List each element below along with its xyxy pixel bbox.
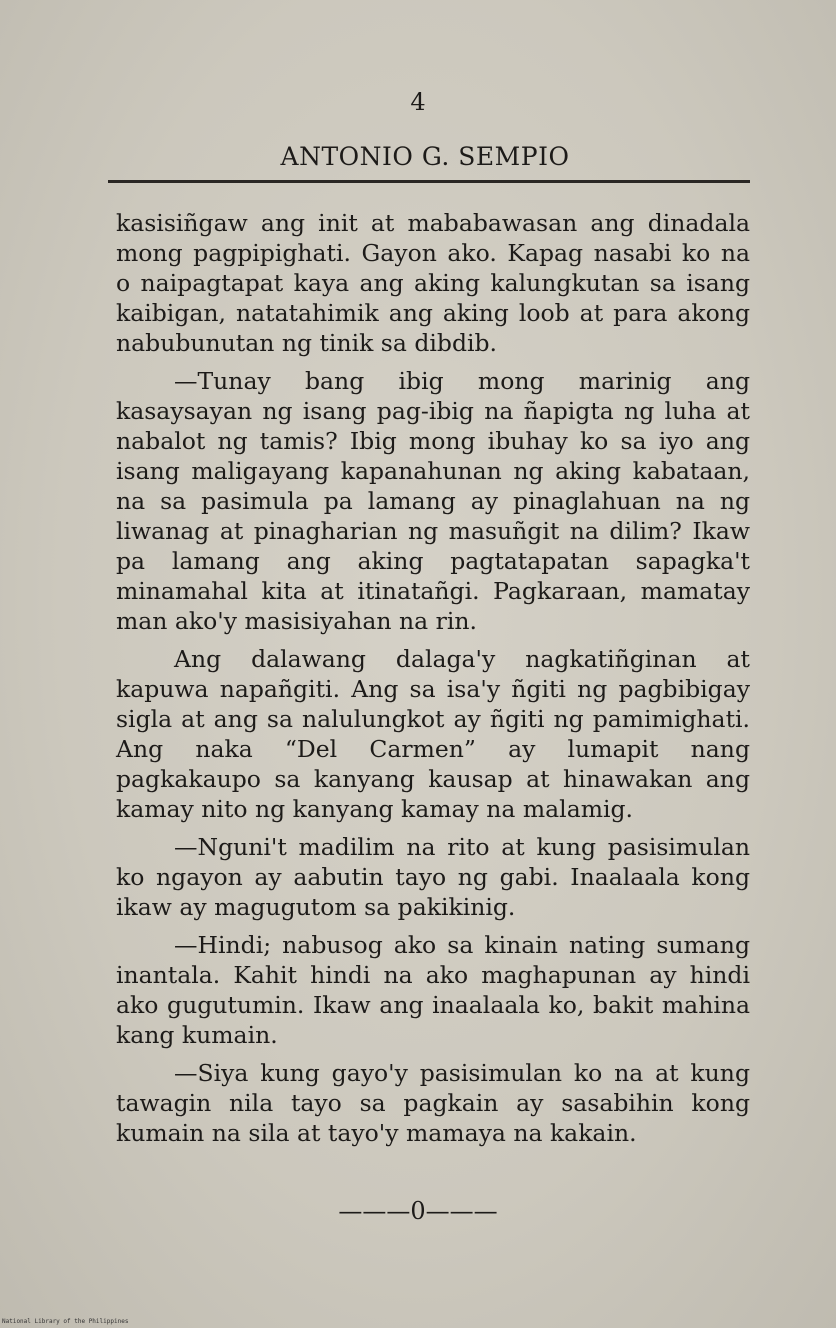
paragraph: kasisiñgaw ang init at mababawasan ang dinadala mong pagpipighati. Gayon ako. Kapag nasabi ko na o naipagtapat kaya ang aking kalungkutan sa isang kaibigan, natatahimik ang aking loob at para akong nabubunutan ng tinik sa dibdib. [116,209,750,357]
paragraph: —Siya kung gayo'y pasisimulan ko na at kung tawagin nila tayo sa pagkain ay sasabihin kong kumain na sila at tayo'y mamaya na kakain. [116,1059,750,1147]
header-rule [108,180,750,183]
section-end-mark: ———0——— [338,1197,498,1225]
page-number: 4 [410,88,426,116]
library-footer: National Library of the Philippines [2,1318,129,1325]
paragraph: Ang dalawang dalaga'y nagkatiñginan at kapuwa napañgiti. Ang sa isa'y ñgiti ng pagbibigay sigla at ang sa nalulungkot ay ñgiti ng pamimighati. Ang naka “Del Carmen” ay lumapit nang pagkakaupo sa kanyang kausap at hinawakan ang kamay nito ng kanyang kamay na malamig. [116,645,750,823]
paragraph: —Tunay bang ibig mong marinig ang kasaysayan ng isang pag-ibig na ñapigta ng luha at nabalot ng tamis? Ibig mong ibuhay ko sa iyo ang isang maligayang kapanahunan ng aking kabataan, na sa pasimula pa lamang ay pinaglahuan na ng liwanag at pinagharian ng masuñgit na dilim? Ikaw pa lamang ang aking pagtatapatan sapagka't minamahal kita at itinatañgi. Pagkaraan, mamatay man ako'y masisiyahan na rin. [116,367,750,635]
paragraph: —Hindi; nabusog ako sa kinain nating sumang inantala. Kahit hindi na ako maghapunan ay hindi ako gugutumin. Ikaw ang inaalaala ko, bakit mahina kang kumain. [116,931,750,1049]
body-text [116,208,750,1156]
running-head: ANTONIO G. SEMPIO [280,142,570,171]
paragraph: —Nguni't madilim na rito at kung pasisimulan ko ngayon ay aabutin tayo ng gabi. Inaalaala kong ikaw ay magugutom sa pakikinig. [116,833,750,921]
